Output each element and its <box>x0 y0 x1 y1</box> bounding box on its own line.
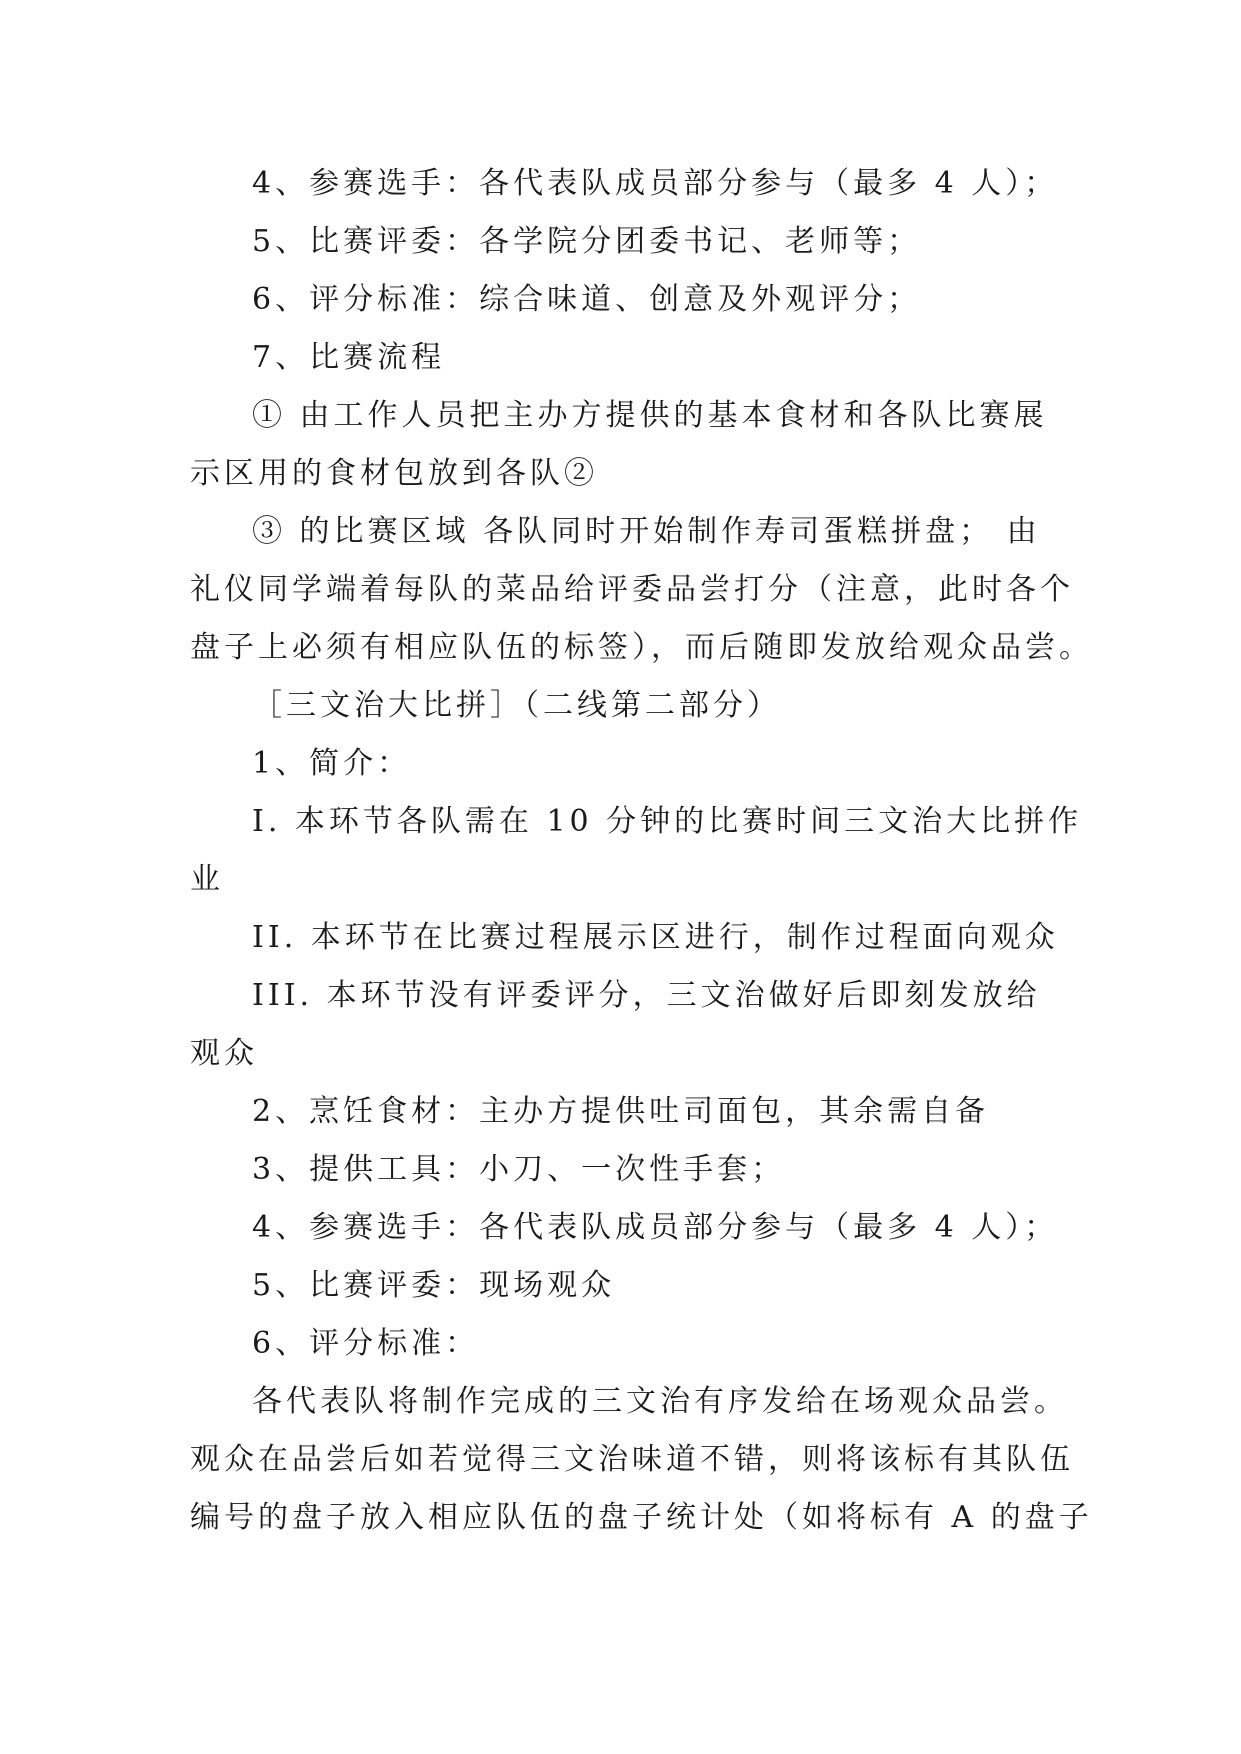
paragraph <box>190 387 1070 503</box>
text-line: 编号的盘子放入相应队伍的盘子统计处（如将标有 A 的盘子 <box>190 1500 1093 1535</box>
text-line: ③ 的比赛区域 各队同时开始制作寿司蛋糕拼盘； 由 <box>252 514 1041 549</box>
text-line: I. 本环节各队需在 10 分钟的比赛时间三文治大比拼作 <box>252 804 1083 839</box>
text-line: 5、比赛评委：各学院分团委书记、老师等； <box>252 224 922 259</box>
paragraph <box>190 735 1070 793</box>
paragraph <box>190 909 1070 967</box>
text-line: 2、烹饪食材：主办方提供吐司面包，其余需自备 <box>252 1094 990 1129</box>
text-line: ① 由工作人员把主办方提供的基本食材和各队比赛展 <box>252 398 1048 433</box>
text-line: 7、比赛流程 <box>252 340 446 375</box>
text-line: 6、评分标准：综合味道、创意及外观评分； <box>252 282 922 317</box>
text-line: ［三文治大比拼］（二线第二部分） <box>252 688 781 723</box>
text-line: 示区用的食材包放到各队② <box>190 456 598 491</box>
text-line: 3、提供工具：小刀、一次性手套； <box>252 1152 786 1187</box>
text-line: 业 <box>190 862 224 897</box>
text-line: 1、简介： <box>252 746 412 781</box>
text-line: 4、参赛选手：各代表队成员部分参与（最多 4 人）； <box>252 166 1059 201</box>
text-line: 4、参赛选手：各代表队成员部分参与（最多 4 人）； <box>252 1210 1059 1245</box>
text-line: 6、评分标准： <box>252 1326 480 1361</box>
paragraph <box>190 793 1083 909</box>
paragraph <box>190 677 1070 735</box>
text-line: III. 本环节没有评委评分，三文治做好后即刻发放给 <box>252 978 1041 1013</box>
paragraph <box>190 213 1070 271</box>
text-line: 盘子上必须有相应队伍的标签），而后随即发放给观众品尝。 <box>190 630 1093 665</box>
paragraph <box>190 1315 1070 1373</box>
text-line: 各代表队将制作完成的三文治有序发给在场观众品尝。 <box>252 1384 1068 1419</box>
paragraph <box>190 503 1093 677</box>
paragraph <box>190 271 1070 329</box>
text-line: 礼仪同学端着每队的菜品给评委品尝打分（注意，此时各个 <box>190 572 1074 607</box>
paragraph <box>190 155 1070 213</box>
paragraph <box>190 1141 1070 1199</box>
paragraph <box>190 1373 1093 1547</box>
paragraph <box>190 967 1070 1083</box>
text-line: 5、比赛评委：现场观众 <box>252 1268 616 1303</box>
text-line: 观众 <box>190 1036 258 1071</box>
text-line: 观众在品尝后如若觉得三文治味道不错，则将该标有其队伍 <box>190 1442 1074 1477</box>
paragraph <box>190 329 1070 387</box>
paragraph <box>190 1257 1070 1315</box>
paragraph <box>190 1083 1070 1141</box>
document-body <box>190 155 1093 1547</box>
text-line: II. 本环节在比赛过程展示区进行，制作过程面向观众 <box>252 920 1059 955</box>
paragraph <box>190 1199 1070 1257</box>
